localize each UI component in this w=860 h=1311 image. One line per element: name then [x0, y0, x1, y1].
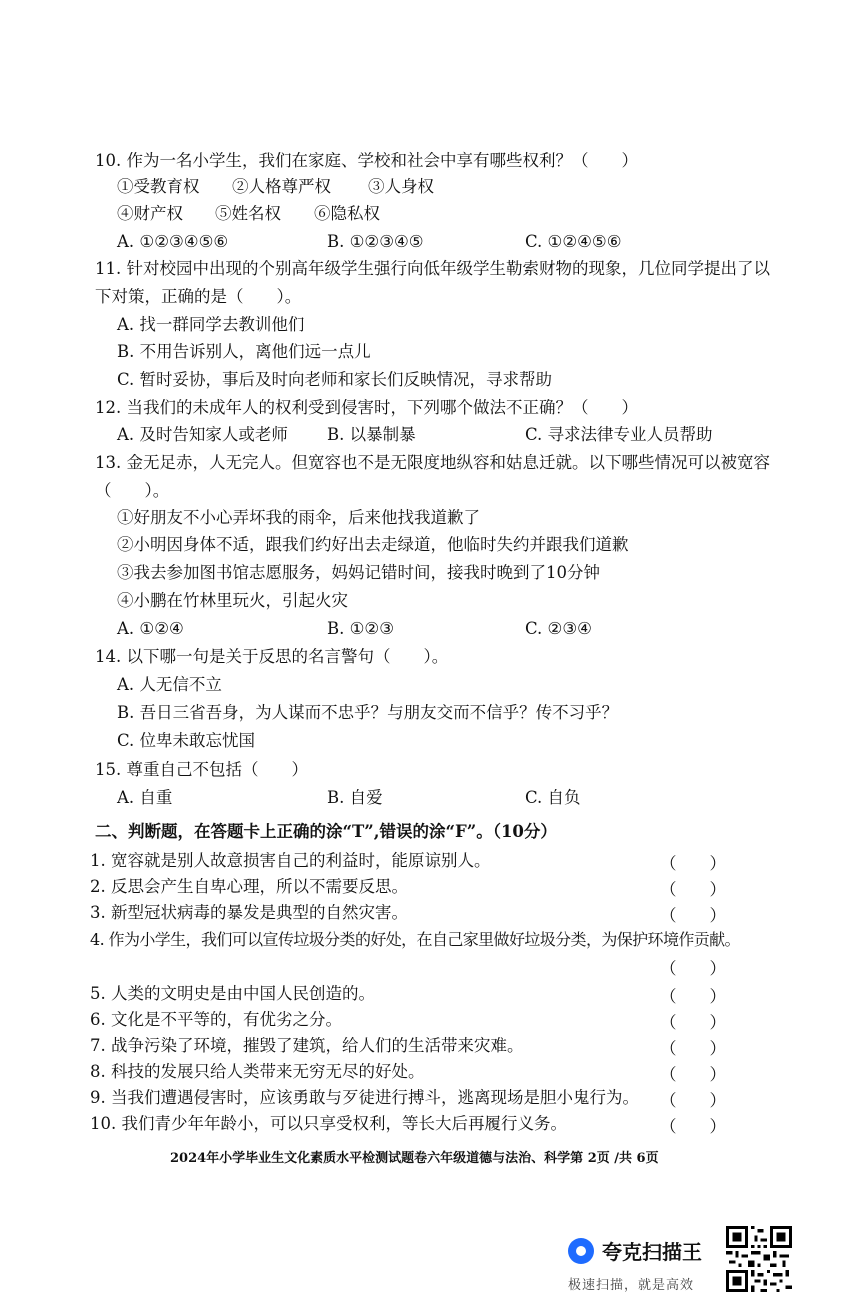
judge-answer-7: （ ）	[660, 1039, 726, 1058]
page-footer: 2024年小学毕业生文化素质水平检测试题卷六年级道德与法治、科学第 2页 /共 6页	[170, 1151, 659, 1166]
q13-option-c: C. ②③④	[525, 619, 592, 638]
question-13-stem-line2: （ ）。	[95, 481, 170, 500]
quark-logo-icon	[568, 1238, 594, 1264]
q13-item-3: ③我去参加图书馆志愿服务，妈妈记错时间，接我时晚到了10分钟	[117, 563, 600, 582]
judge-answer-1: （ ）	[660, 854, 726, 873]
judge-item-1: 1. 宽容就是别人故意损害自己的利益时，能原谅别人。	[90, 851, 491, 870]
q10-item-6: ⑥隐私权	[314, 204, 380, 223]
judge-item-10: 10. 我们青少年年龄小，可以只享受权利，等长大后再履行义务。	[90, 1114, 567, 1133]
q11-option-c: C. 暂时妥协，事后及时向老师和家长们反映情况，寻求帮助	[117, 370, 553, 389]
q10-item-1: ①受教育权	[117, 177, 200, 196]
q13-item-1: ①好朋友不小心弄坏我的雨伞，后来他找我道歉了	[117, 508, 480, 527]
q14-option-b: B. 吾日三省吾身，为人谋而不忠乎？与朋友交而不信乎？传不习乎？	[117, 703, 619, 722]
judge-answer-9: （ ）	[660, 1091, 726, 1110]
section-2-title: 二、判断题，在答题卡上正确的涂“T”,错误的涂“F”。（10分）	[95, 822, 557, 841]
q15-option-c: C. 自负	[525, 788, 581, 807]
question-12-stem: 12. 当我们的未成年人的权利受到侵害时，下列哪个做法不正确？（ ）	[95, 398, 638, 417]
q13-option-b: B. ①②③	[327, 619, 394, 638]
q12-option-b: B. 以暴制暴	[327, 425, 416, 444]
q15-option-a: A. 自重	[117, 788, 173, 807]
q10-item-4: ④财产权	[117, 204, 183, 223]
q10-item-3: ③人身权	[368, 177, 434, 196]
judge-item-5: 5. 人类的文明史是由中国人民创造的。	[90, 984, 375, 1003]
judge-answer-6: （ ）	[660, 1013, 726, 1032]
judge-answer-10: （ ）	[660, 1117, 726, 1136]
q10-item-5: ⑤姓名权	[215, 204, 281, 223]
judge-item-7: 7. 战争污染了环境，摧毁了建筑，给人们的生活带来灾难。	[90, 1036, 524, 1055]
judge-answer-4: （ ）	[660, 959, 726, 978]
judge-item-6: 6. 文化是不平等的，有优劣之分。	[90, 1010, 342, 1029]
q10-option-b: B. ①②③④⑤	[327, 232, 424, 251]
q15-option-b: B. 自爱	[327, 788, 383, 807]
q11-option-b: B. 不用告诉别人，离他们远一点儿	[117, 342, 371, 361]
judge-answer-3: （ ）	[660, 906, 726, 925]
q12-option-c: C. 寻求法律专业人员帮助	[525, 425, 713, 444]
brand-name: 夸克扫描王	[602, 1240, 702, 1264]
q10-option-c: C. ①②④⑤⑥	[525, 232, 622, 251]
q14-option-a: A. 人无信不立	[117, 675, 222, 694]
q13-option-a: A. ①②④	[117, 619, 184, 638]
qr-code-icon	[726, 1226, 792, 1292]
q11-option-a: A. 找一群同学去教训他们	[117, 315, 305, 334]
q14-option-c: C. 位卑未敢忘忧国	[117, 731, 256, 750]
q13-item-4: ④小鹏在竹林里玩火，引起火灾	[117, 591, 348, 610]
question-15-stem: 15. 尊重自己不包括（ ）	[95, 760, 308, 779]
question-11-stem-line1: 11. 针对校园中出现的个别高年级学生强行向低年级学生勒索财物的现象，几位同学提出了以	[95, 259, 770, 278]
q10-option-a: A. ①②③④⑤⑥	[117, 232, 229, 251]
judge-item-9: 9. 当我们遭遇侵害时，应该勇敢与歹徒进行搏斗，逃离现场是胆小鬼行为。	[90, 1088, 639, 1107]
judge-item-3: 3. 新型冠状病毒的暴发是典型的自然灾害。	[90, 903, 408, 922]
judge-item-2: 2. 反思会产生自卑心理，所以不需要反思。	[90, 877, 408, 896]
q12-option-a: A. 及时告知家人或老师	[117, 425, 288, 444]
brand-tagline: 极速扫描，就是高效	[568, 1278, 695, 1293]
question-11-stem-line2: 下对策，正确的是（ ）。	[95, 287, 302, 306]
question-10-stem: 10. 作为一名小学生，我们在家庭、学校和社会中享有哪些权利？（ ）	[95, 151, 638, 170]
q10-item-2: ②人格尊严权	[232, 177, 331, 196]
judge-answer-8: （ ）	[660, 1065, 726, 1084]
question-14-stem: 14. 以下哪一句是关于反思的名言警句（ ）。	[95, 647, 449, 666]
judge-answer-5: （ ）	[660, 987, 726, 1006]
judge-item-8: 8. 科技的发展只给人类带来无穷无尽的好处。	[90, 1062, 425, 1081]
question-13-stem-line1: 13. 金无足赤，人无完人。但宽容也不是无限度地纵容和姑息迁就。以下哪些情况可以被宽容	[95, 453, 770, 472]
q13-item-2: ②小明因身体不适，跟我们约好出去走绿道，他临时失约并跟我们道歉	[117, 535, 629, 554]
judge-item-4: 4. 作为小学生，我们可以宣传垃圾分类的好处，在自己家里做好垃圾分类，为保护环境作贡献。	[90, 930, 740, 949]
scanner-brand	[568, 1236, 702, 1265]
judge-answer-2: （ ）	[660, 880, 726, 899]
